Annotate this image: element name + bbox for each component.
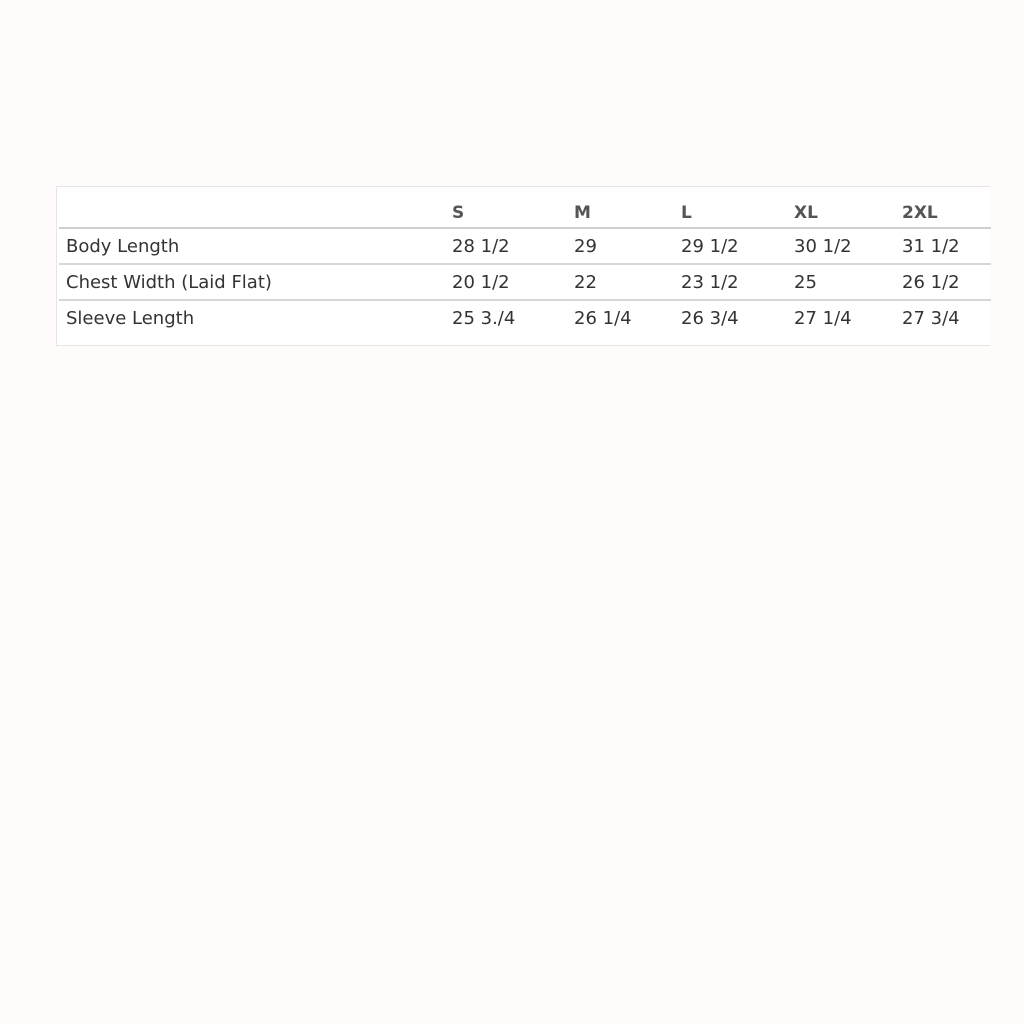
table-cell: 22 xyxy=(566,264,673,300)
header-cell-size-l: L xyxy=(673,199,786,228)
table-cell: 31 1/2 xyxy=(894,228,991,264)
row-label: Chest Width (Laid Flat) xyxy=(59,264,444,300)
header-cell-size-s: S xyxy=(444,199,566,228)
table-cell: 20 1/2 xyxy=(444,264,566,300)
row-label: Body Length xyxy=(59,228,444,264)
header-cell-size-2xl: 2XL xyxy=(894,199,991,228)
size-chart-table xyxy=(59,199,991,335)
table-cell: 29 1/2 xyxy=(673,228,786,264)
table-header-row xyxy=(59,199,991,228)
row-label: Sleeve Length xyxy=(66,307,195,329)
table-row xyxy=(59,300,991,335)
table-cell: 26 3/4 xyxy=(681,307,739,329)
table-row xyxy=(59,264,991,300)
table-cell: 25 3./4 xyxy=(452,307,516,329)
table-cell: 27 3/4 xyxy=(902,307,960,329)
header-cell-measurement xyxy=(59,199,444,228)
header-cell-size-xl: XL xyxy=(786,199,894,228)
table-cell: 28 1/2 xyxy=(444,228,566,264)
size-chart-card xyxy=(56,186,990,346)
table-cell: 29 xyxy=(566,228,673,264)
table-cell: 26 1/2 xyxy=(894,264,991,300)
table-cell: 25 xyxy=(786,264,894,300)
table-cell: 30 1/2 xyxy=(786,228,894,264)
header-cell-size-m: M xyxy=(566,199,673,228)
table-cell: 23 1/2 xyxy=(673,264,786,300)
table-cell: 26 1/4 xyxy=(574,307,632,329)
table-row xyxy=(59,228,991,264)
table-cell: 27 1/4 xyxy=(794,307,852,329)
